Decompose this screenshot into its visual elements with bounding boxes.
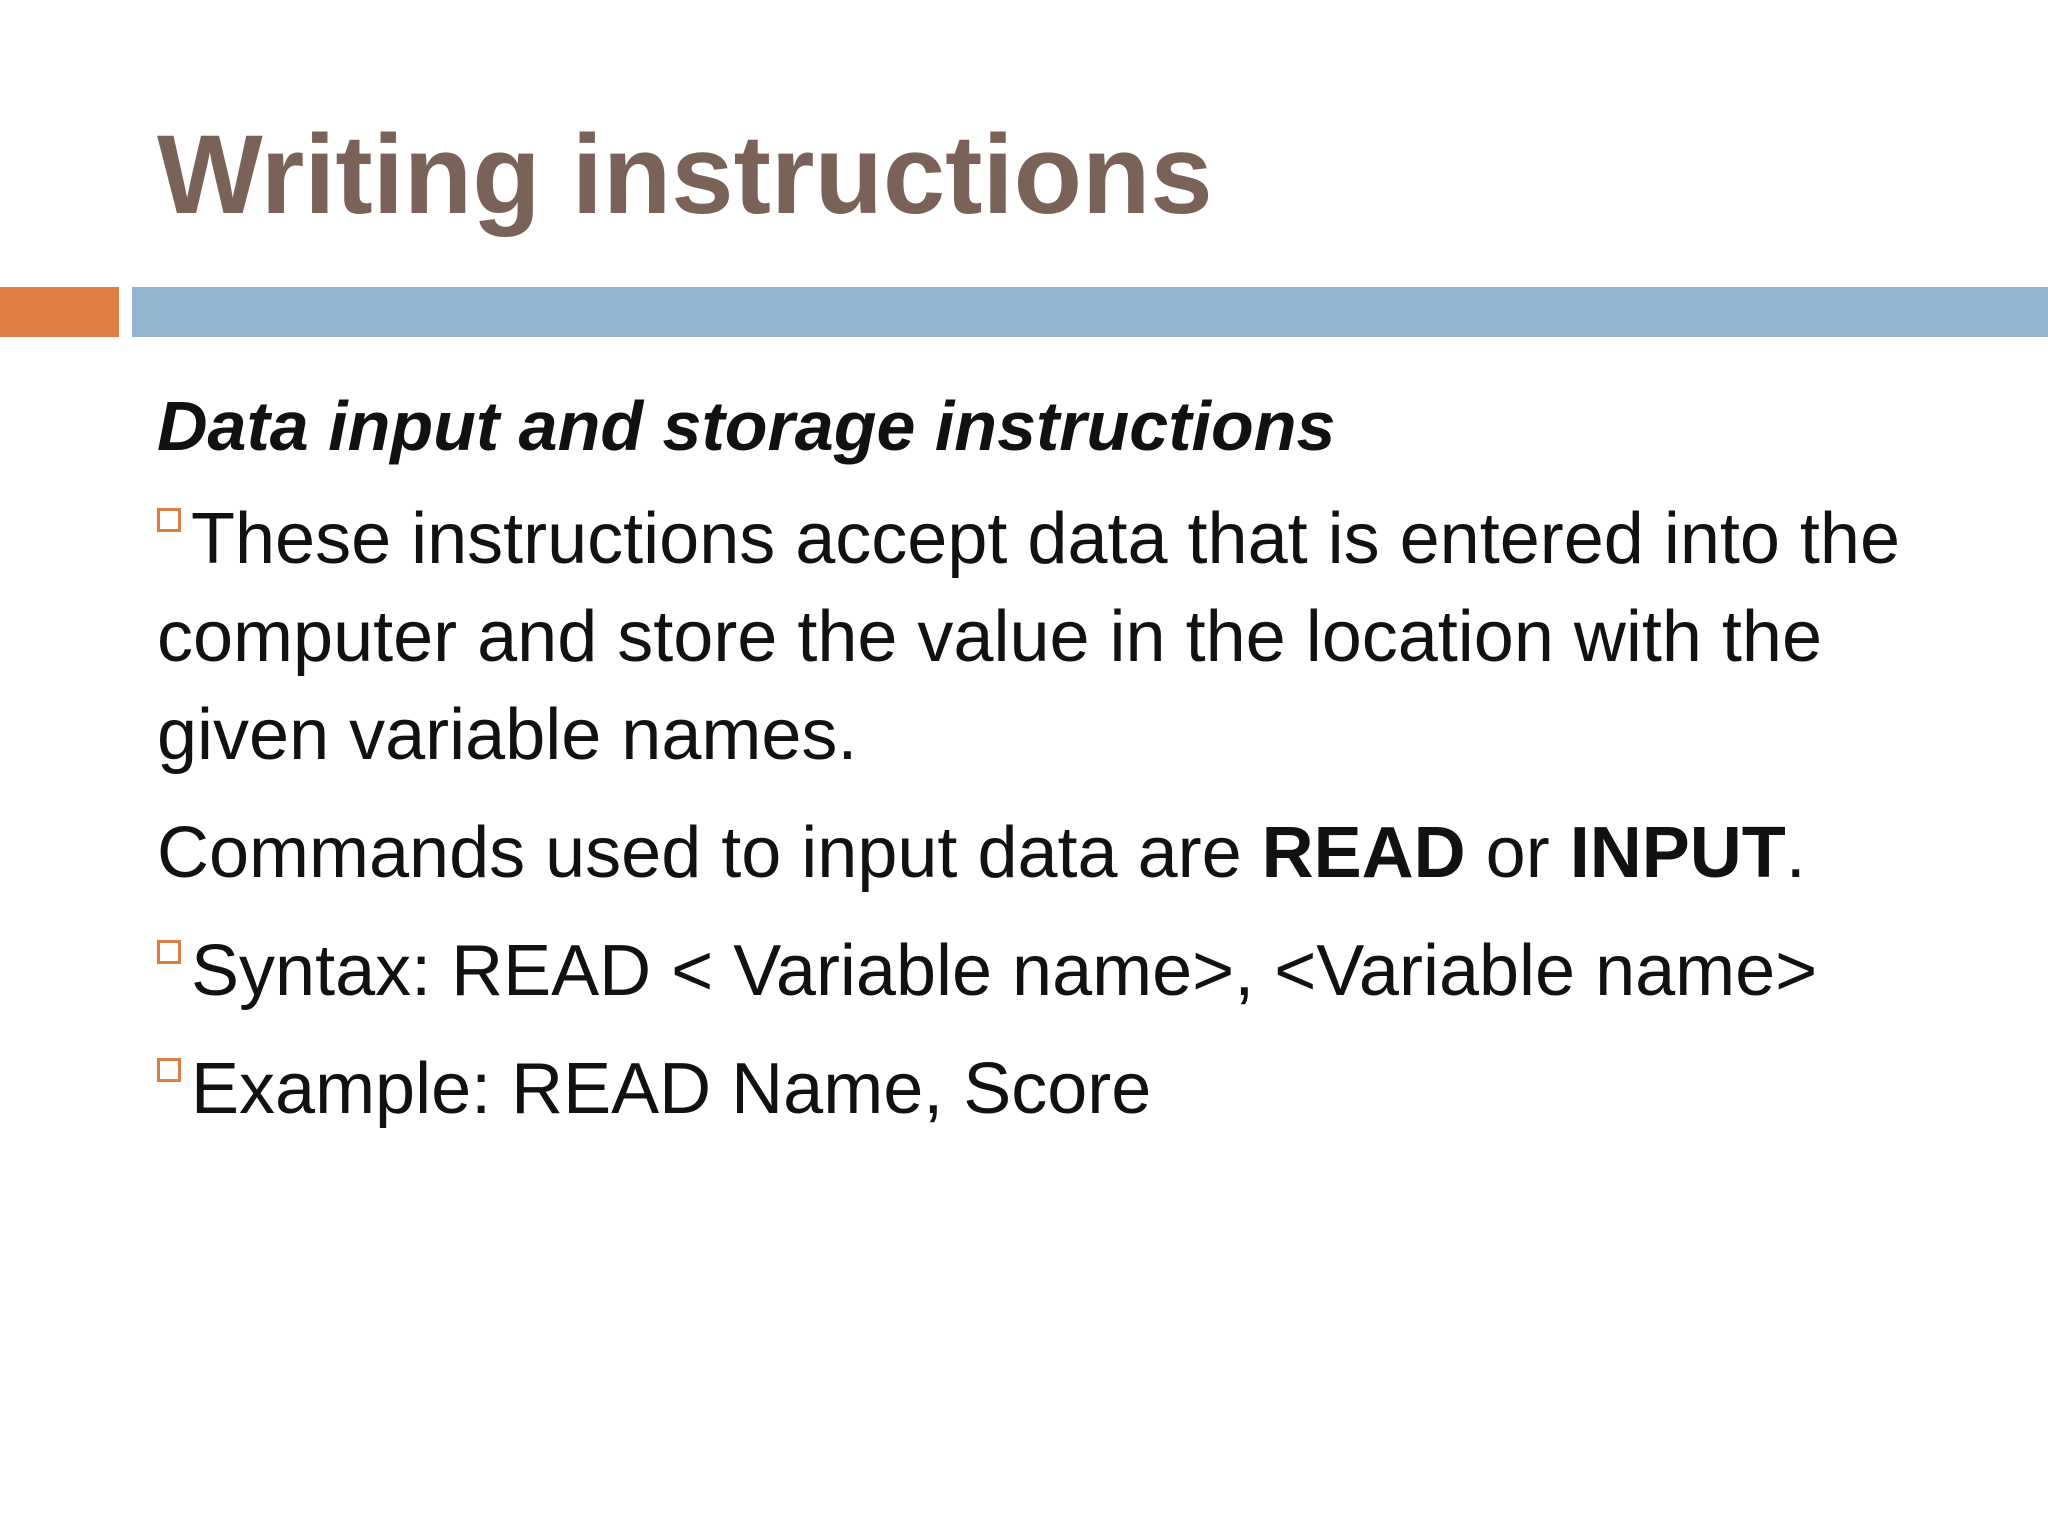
bullet-item-syntax — [157, 922, 1917, 1020]
bullet-text: These instructions accept data that is entered into the computer and store the value in the location with the given variable names. — [157, 499, 1901, 775]
bullet-text: Syntax: READ < Variable name>, <Variable name> — [191, 931, 1818, 1011]
square-bullet-icon — [157, 508, 181, 532]
square-bullet-icon — [157, 1058, 181, 1082]
bullet-item-example — [157, 1040, 1917, 1138]
command-input: INPUT — [1569, 813, 1786, 893]
square-bullet-icon — [157, 940, 181, 964]
commands-line — [157, 804, 1917, 902]
title-divider-bar — [132, 287, 2048, 337]
commands-prefix: Commands used to input data are — [157, 813, 1262, 893]
commands-middle: or — [1465, 813, 1570, 893]
command-read: READ — [1261, 813, 1466, 893]
bullet-item-description — [157, 490, 1917, 784]
slide-content — [157, 378, 1917, 1158]
commands-suffix: . — [1785, 813, 1806, 893]
bullet-text: Example: READ Name, Score — [191, 1049, 1152, 1129]
accent-bar — [0, 287, 119, 337]
section-subheading: Data input and storage instructions — [157, 387, 1336, 465]
slide-title: Writing instructions — [157, 112, 1213, 237]
